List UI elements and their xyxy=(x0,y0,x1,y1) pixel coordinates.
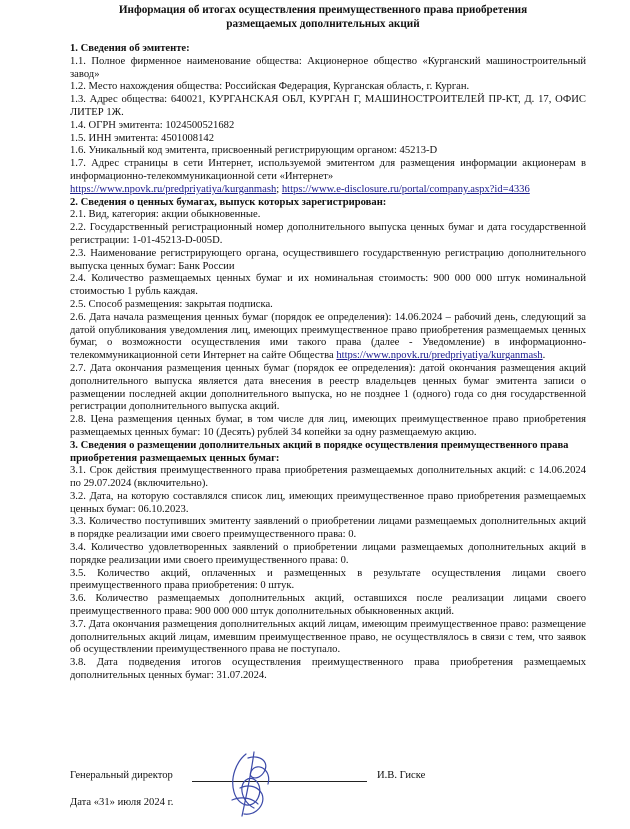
item-2-5: 2.5. Способ размещения: закрытая подписка. xyxy=(70,298,273,310)
section-1-title: 1. Сведения об эмитенте: xyxy=(70,43,190,54)
signature-row xyxy=(70,768,590,788)
item-2-7: 2.7. Дата окончания размещения ценных бумаг (порядок ее определения): датой окончания размещения акций дополнительного выпуска является дата внесения в реестр владельцев ценных бумаг эмитента записи о размещении последней акции дополнительного выпуска, но не позднее 1 (одного) года со дня государственной регистрации дополнительного выпуска акций. xyxy=(70,362,586,413)
item-3-3: 3.3. Количество поступивших эмитенту заявлений о приобретении лицами размещаемых дополнительных акций в порядке реализации ими своего преимущественного права: 0. xyxy=(70,516,586,541)
disclosure-link[interactable]: https://www.e-disclosure.ru/portal/company.aspx?id=4336 xyxy=(281,183,530,195)
item-2-8: 2.8. Цена размещения ценных бумаг, в том числе для лиц, имеющих преимущественное право приобретения размещаемых ценных бумаг: 10 (Десять) рублей 34 копейки за одну размещаемую акцию. xyxy=(70,414,586,438)
section-securities xyxy=(70,197,586,440)
title-line-1: Информация об итогах осуществления преимущественного права приобретения xyxy=(118,4,528,16)
item-2-3: 2.3. Наименование регистрирующего органа, осуществившего государственную регистрацию дополнительного выпуска ценных бумаг: Банк России xyxy=(70,247,586,272)
item-1-5: 1.5. ИНН эмитента: 4501008142 xyxy=(70,132,214,144)
item-3-4: 3.4. Количество удовлетворенных заявлений о приобретении лицами размещаемых дополнительных акций в порядке реализации ими своего преимущественного права: 0. xyxy=(70,542,586,566)
signer-name: И.В. Гиске xyxy=(377,770,426,781)
item-3-1: 3.1. Срок действия преимущественного права приобретения размещаемых дополнительных акций: с 14.06.2024 по 29.07.2024 (включительно). xyxy=(70,465,586,490)
item-3-5: 3.5. Количество акций, оплаченных и размещенных в результате осуществления лицами своего преимущественного права приобретения: 0 штук. xyxy=(70,567,586,592)
signature-date: Дата «31» июля 2024 г. xyxy=(70,797,174,808)
signer-role: Генеральный директор xyxy=(70,770,173,781)
item-2-2: 2.2. Государственный регистрационный номер дополнительного выпуска ценных бумаг и дата государственной регистрации: 1-01-45213-D-005D. xyxy=(70,222,586,246)
item-2-6-text: 2.6. Дата начала размещения ценных бумаг (порядок ее определения): 14.06.2024 – рабочий день, следующий за датой опубликования уведомления лиц, имеющих преимущественное право приобретения размещаемых ценных бумаг, о возможности осуществления ими такого права (далее - Уведомление) в информационно-телекоммуникационной сети Интернет на сайте Общества xyxy=(70,311,586,362)
item-2-6-link[interactable]: https://www.npovk.ru/predpriyatiya/kurganmash xyxy=(336,350,543,362)
section-issuer xyxy=(70,43,586,197)
section-3-title: 3. Сведения о размещении дополнительных акций в порядке осуществления преимущественного права приобретения размещаемых ценных бумаг: xyxy=(70,439,569,464)
item-2-1: 2.1. Вид, категория: акции обыкновенные. xyxy=(70,209,261,221)
item-3-8: 3.8. Дата подведения итогов осуществления преимущественного права приобретения размещаемых дополнительных ценных бумаг: 31.07.2024. xyxy=(70,657,586,682)
handwritten-signature xyxy=(218,748,282,820)
item-1-7-links xyxy=(70,184,586,197)
document-title xyxy=(70,4,576,31)
item-1-2: 1.2. Место нахождения общества: Российская Федерация, Курганская область, г. Курган. xyxy=(70,81,470,93)
section-2-title: 2. Сведения о ценных бумагах, выпуск которых зарегистрирован: xyxy=(70,196,387,208)
item-1-7: 1.7. Адрес страницы в сети Интернет, используемой эмитентом для размещения информации акционерам в информационно-телекоммуникационной сети «Интернет» xyxy=(70,158,586,182)
item-2-4: 2.4. Количество размещаемых ценных бумаг и их номинальная стоимость: 900 000 000 штук номинальной стоимостью 1 рубль каждая. xyxy=(70,273,586,298)
issuer-site-link[interactable]: https://www.npovk.ru/predpriyatiya/kurganmash xyxy=(70,183,277,195)
item-2-6-period: . xyxy=(542,350,546,362)
item-3-7: 3.7. Дата окончания размещения дополнительных акций лицам, имеющим преимущественное право: размещение дополнительных акций лицам, имевшим преимущественное право, не осуществлялось в связи с тем, что заявок об осуществлении преимущественного права не поступало. xyxy=(70,618,586,656)
title-line-2: размещаемых дополнительных акций xyxy=(226,17,420,30)
item-3-2: 3.2. Дата, на которую составлялся список лиц, имеющих преимущественное право приобретения размещаемых ценных бумаг: 06.10.2023. xyxy=(70,490,586,515)
item-1-1: 1.1. Полное фирменное наименование общества: Акционерное общество «Курганский машиностроительный завод» xyxy=(70,55,586,80)
item-2-6 xyxy=(70,312,586,363)
link-separator: ; xyxy=(276,183,282,195)
item-1-6: 1.6. Уникальный код эмитента, присвоенный регистрирующим органом: 45213-D xyxy=(70,145,438,157)
item-1-4: 1.4. ОГРН эмитента: 1024500521682 xyxy=(70,119,235,131)
section-placement xyxy=(70,440,586,683)
item-3-6: 3.6. Количество размещаемых дополнительных акций, оставшихся после реализации лицами своего преимущественного права: 900 000 000 штук дополнительных обыкновенных акций. xyxy=(70,593,586,618)
item-1-3: 1.3. Адрес общества: 640021, КУРГАНСКАЯ ОБЛ, КУРГАН Г, МАШИНОСТРОИТЕЛЕЙ ПР-КТ, Д. 17, ОФИС ЛИТЕР 1Ж. xyxy=(70,94,586,118)
